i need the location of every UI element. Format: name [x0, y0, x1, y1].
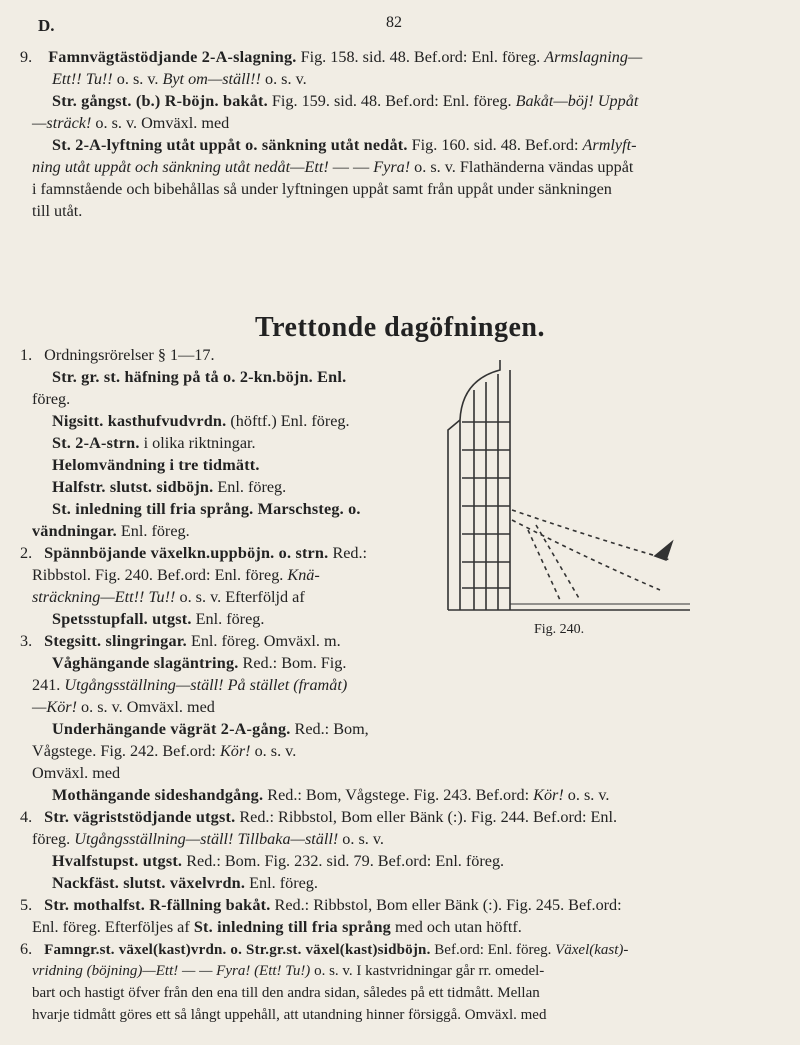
- item-number: 3.: [20, 632, 33, 650]
- body-text: Enl. föreg.: [191, 610, 265, 628]
- command-text: Kör!: [219, 742, 251, 760]
- body-line: [32, 564, 320, 586]
- body-text: Enl. föreg. Omväxl. m.: [186, 632, 341, 650]
- exercise-name: Mothängande sideshandgång.: [52, 786, 264, 804]
- body-text: o. s. v.: [338, 830, 384, 848]
- body-line: [52, 652, 346, 674]
- exercise-name: Hvalfstupst. utgst.: [52, 852, 183, 870]
- intro-line-1: [20, 46, 642, 68]
- item-number: 6.: [20, 940, 33, 958]
- body-text: i olika riktningar.: [139, 434, 256, 452]
- body-line: [32, 916, 522, 938]
- exercise-name: Helomvändning i tre tidmätt.: [52, 456, 260, 474]
- intro-line-5: [52, 134, 636, 156]
- list-item: [20, 806, 617, 828]
- body-text: o. s. v. I kastvridningar går rr. omedel-: [310, 963, 545, 979]
- body-text: Enl. föreg. Efterföljes af: [32, 918, 194, 936]
- body-text: Enl. föreg.: [213, 478, 287, 496]
- body-line: [52, 410, 350, 432]
- body-text: Vågstege. Fig. 242. Bef.ord:: [32, 742, 220, 760]
- exercise-name: Spetsstupfall. utgst.: [52, 610, 192, 628]
- command-text: vridning (böjning)—Ett! — — Fyra! (Ett! Tu!): [32, 963, 311, 979]
- list-item: [20, 344, 215, 366]
- item-number: 1.: [20, 346, 33, 364]
- list-item: [20, 630, 341, 652]
- body-text: Red.: Ribbstol, Bom eller Bänk (:). Fig. 245. Bef.ord:: [270, 896, 622, 914]
- body-text: o. s. v.: [563, 786, 610, 804]
- intro-text: o. s. v. Omväxl. med: [91, 114, 230, 132]
- exercise-name: Våghängande slagäntring.: [52, 654, 239, 672]
- command-text: Utgångsställning—ställ! Tillbaka—ställ!: [74, 830, 339, 848]
- body-text: Ribbstol. Fig. 240. Bef.ord: Enl. föreg.: [32, 566, 288, 584]
- body-text: Red.: Bom. Fig. 232. sid. 79. Bef.ord: Enl. föreg.: [182, 852, 505, 870]
- exercise-name: Famnvägtästödjande 2-A-slagning.: [48, 48, 297, 66]
- item-number: 9.: [20, 48, 33, 66]
- intro-line-7: i famnstående och bibehållas så under lyftningen uppåt samt från uppåt under sänkningen: [32, 180, 612, 198]
- section-letter: D.: [38, 16, 55, 35]
- exercise-name: Nackfäst. slutst. växelvrdn.: [52, 874, 246, 892]
- command-text: —Kör!: [32, 698, 77, 716]
- command-text: ning utåt uppåt och sänkning utåt nedåt—Ett!: [32, 158, 329, 176]
- body-text: (höftf.) Enl. föreg.: [226, 412, 350, 430]
- body-text: 241.: [32, 676, 65, 694]
- body-line: [52, 432, 256, 454]
- body-text: Red.: Bom,: [290, 720, 369, 738]
- body-line: [52, 366, 346, 388]
- body-text: o. s. v. Omväxl. med: [76, 698, 215, 716]
- exercise-name: Str. vägriststödjande utgst.: [44, 808, 236, 826]
- page-number: 82: [386, 14, 402, 31]
- body-line: [52, 850, 504, 872]
- command-text: Bakåt—böj! Uppåt: [515, 92, 639, 110]
- command-text: Knä-: [287, 566, 320, 584]
- body-text: Red.: Bom. Fig.: [238, 654, 347, 672]
- intro-text: o. s. v.: [260, 70, 307, 88]
- body-line: [32, 960, 544, 982]
- intro-text: — —: [328, 158, 374, 176]
- section-title: Trettonde dagöfningen.: [255, 312, 545, 343]
- body-line: Omväxl. med: [32, 764, 121, 782]
- body-text: o. s. v.: [250, 742, 297, 760]
- list-item: [20, 542, 367, 564]
- body-line: [32, 586, 305, 608]
- item-number: 2.: [20, 544, 33, 562]
- body-text: Red.:: [328, 544, 368, 562]
- command-text: Fyra!: [373, 158, 411, 176]
- body-line: [52, 718, 369, 740]
- exercise-name: St. inledning till fria språng. Marschsteg. o.: [52, 500, 361, 518]
- intro-text: Fig. 160. sid. 48. Bef.ord:: [407, 136, 583, 154]
- wall-bars-illustration: [440, 360, 690, 616]
- command-text: Byt om—ställ!!: [162, 70, 261, 88]
- intro-line-6: [32, 156, 633, 178]
- intro-line-8: till utåt.: [32, 202, 83, 220]
- item-number: 5.: [20, 896, 33, 914]
- exercise-name: Nigsitt. kasthufvudvrdn.: [52, 412, 227, 430]
- figure-caption: Fig. 240.: [534, 622, 585, 637]
- body-text: Red.: Ribbstol, Bom eller Bänk (:). Fig. 244. Bef.ord: Enl.: [235, 808, 618, 826]
- exercise-name: Famngr.st. växel(kast)vrdn. o. Str.gr.st. växel(kast)sidböjn.: [44, 942, 431, 958]
- exercise-name: Str. gr. st. häfning på tå o. 2-kn.böjn. Enl.: [52, 368, 347, 386]
- body-text: Bef.ord: Enl. föreg.: [430, 942, 556, 958]
- command-text: Armlyft-: [582, 136, 637, 154]
- item-number: 4.: [20, 808, 33, 826]
- body-line: [52, 872, 318, 894]
- intro-text: Fig. 158. sid. 48. Bef.ord: Enl. föreg.: [296, 48, 545, 66]
- body-text: med och utan höftf.: [390, 918, 522, 936]
- body-text: Ordningsrörelser § 1—17.: [44, 346, 215, 364]
- body-line: [32, 696, 215, 718]
- exercise-name: Str. gångst. (b.) R-böjn. bakåt.: [52, 92, 268, 110]
- exercise-name: St. 2-A-strn.: [52, 434, 140, 452]
- exercise-name: Spännböjande växelkn.uppböjn. o. strn.: [44, 544, 329, 562]
- intro-text: Fig. 159. sid. 48. Bef.ord: Enl. föreg.: [267, 92, 516, 110]
- body-line: [32, 828, 384, 850]
- body-text: Enl. föreg.: [116, 522, 190, 540]
- exercise-name: vändningar.: [32, 522, 117, 540]
- exercise-name: Str. mothalfst. R-fällning bakåt.: [44, 896, 271, 914]
- body-line: [32, 520, 190, 542]
- body-line: [32, 740, 296, 762]
- command-text: sträckning—Ett!! Tu!!: [32, 588, 176, 606]
- command-text: Kör!: [533, 786, 564, 804]
- body-text: o. s. v. Efterföljd af: [175, 588, 305, 606]
- body-line: bart och hastigt öfver från den ena till den andra sidan, således på ett tidmått. Mellan: [32, 985, 540, 1001]
- body-line: hvarje tidmått göres ett så långt uppehåll, att utandning hinner försiggå. Omväxl. med: [32, 1007, 547, 1023]
- body-line: [52, 784, 609, 806]
- body-line: [52, 476, 286, 498]
- exercise-name: St. 2-A-lyftning utåt uppåt o. sänkning utåt nedåt.: [52, 136, 408, 154]
- command-text: Armslagning—: [544, 48, 643, 66]
- exercise-name: Underhängande vägrät 2-A-gång.: [52, 720, 291, 738]
- body-line: föreg.: [32, 390, 71, 408]
- intro-line-2: [52, 68, 307, 90]
- body-line: [52, 498, 361, 520]
- body-line: [32, 674, 347, 696]
- list-item: [20, 894, 622, 916]
- exercise-name: St. inledning till fria språng: [193, 918, 391, 936]
- body-text: Enl. föreg.: [245, 874, 318, 892]
- intro-text: o. s. v.: [112, 70, 163, 88]
- body-line: [52, 608, 264, 630]
- command-text: —sträck!: [32, 114, 92, 132]
- body-line: [52, 454, 260, 476]
- command-text: Växel(kast)-: [555, 942, 629, 958]
- exercise-name: Stegsitt. slingringar.: [44, 632, 187, 650]
- list-item: [20, 938, 628, 961]
- intro-line-3: [52, 90, 638, 112]
- command-text: Ett!! Tu!!: [52, 70, 113, 88]
- intro-line-4: [32, 112, 229, 134]
- exercise-name: Halfstr. slutst. sidböjn.: [52, 478, 214, 496]
- body-text: Red.: Bom, Vågstege. Fig. 243. Bef.ord:: [263, 786, 534, 804]
- command-text: Utgångsställning—ställ! På stället (framåt): [64, 676, 348, 694]
- body-text: föreg.: [32, 830, 75, 848]
- intro-text: o. s. v. Flathänderna vändas uppåt: [410, 158, 634, 176]
